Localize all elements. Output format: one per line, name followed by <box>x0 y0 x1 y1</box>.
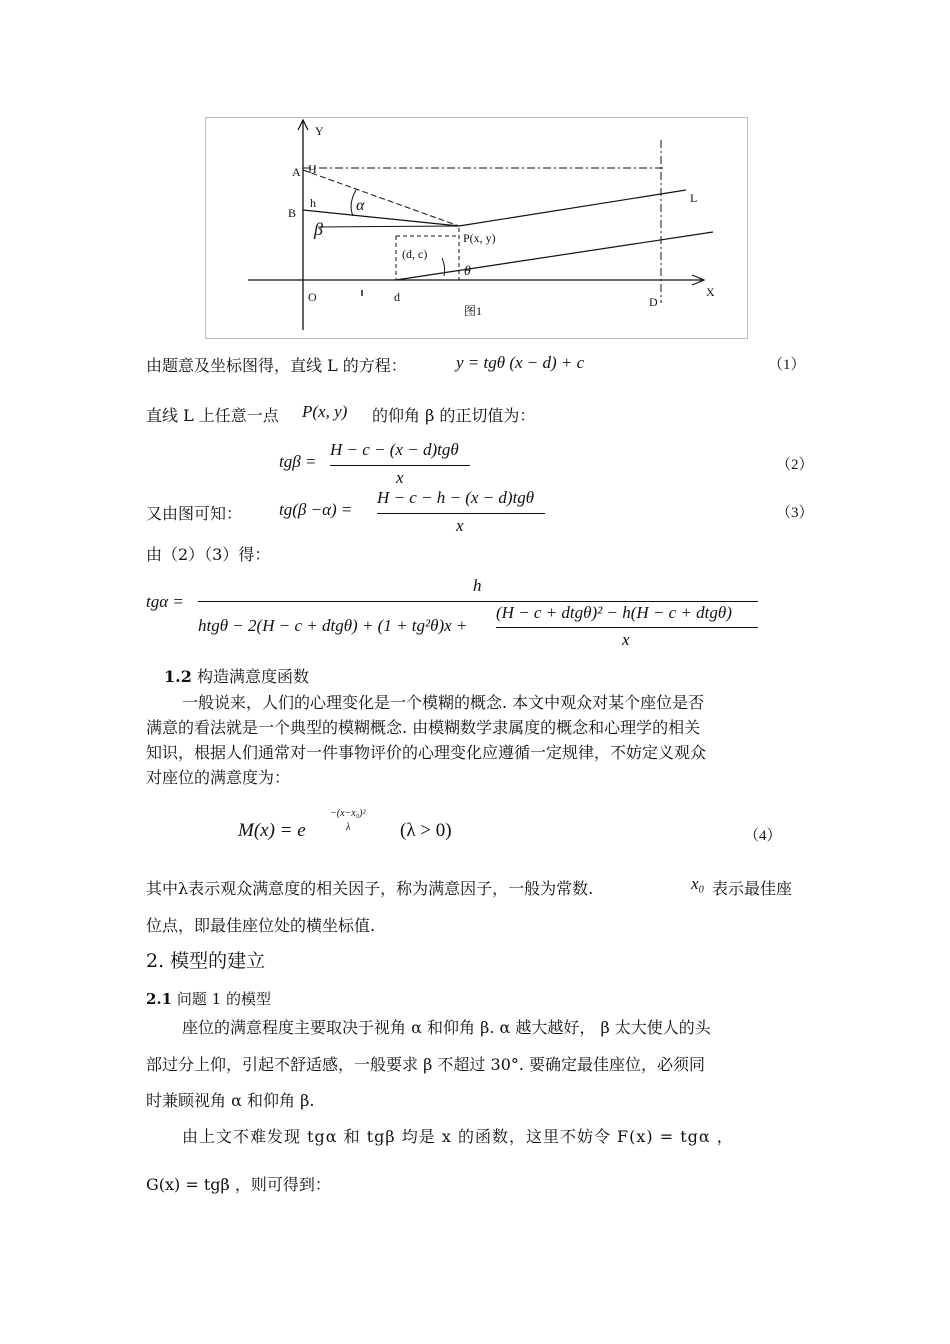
sight-line-b <box>303 210 459 226</box>
eq3-numerator: H − c − h − (x − d)tgθ <box>377 488 535 507</box>
after-eq5-line-1: 其中λ表示观众满意度的相关因子，称为满意因子，一般为常数. <box>146 879 594 898</box>
eq4-inner-denominator: x <box>622 630 630 649</box>
eq4-numerator: h <box>473 576 482 595</box>
label-theta: θ <box>464 264 471 279</box>
horizontal-ref-line <box>318 226 459 227</box>
section-1-2-number: 1.2 <box>164 667 192 686</box>
para-1-2-line-2: 满意的看法就是一个典型的模糊概念. 由模糊数学隶属度的概念和心理学的相关 <box>146 718 701 737</box>
eq2-point: P(x, y) <box>302 402 348 421</box>
label-beta: β <box>314 219 323 239</box>
after-eq5-tail: 表示最佳座 <box>712 879 793 898</box>
eq5-exponent-denominator: λ <box>346 822 351 833</box>
eq5-exponent-numerator: −(x−x₀)² <box>330 808 366 819</box>
base-line <box>396 232 713 280</box>
section-2-1-heading <box>146 988 271 1009</box>
section-1-2-title: 构造满意度函数 <box>196 667 309 686</box>
eq2-number: （2） <box>776 457 814 473</box>
figure-1 <box>205 117 748 339</box>
label-d-upper: D <box>649 295 658 309</box>
after-eq5-line-2: 位点，即最佳座位处的横坐标值. <box>146 916 376 935</box>
label-b: B <box>288 206 297 220</box>
eq3-number: （3） <box>776 505 814 521</box>
eq2-text-post: 的仰角 β 的正切值为： <box>372 406 536 425</box>
eq2-text-pre: 直线 L 上任意一点 <box>146 406 279 425</box>
eq1-number: （1） <box>768 357 806 373</box>
eq4-denominator-a: htgθ − 2(H − c + dtgθ) + (1 + tg²θ)x + <box>198 616 468 635</box>
eq1-text: 由题意及坐标图得，直线 L 的方程： <box>146 356 407 375</box>
eq4-inner-fraction-bar <box>496 627 758 628</box>
eq5-number: （4） <box>744 828 782 844</box>
diagram-svg <box>206 118 747 338</box>
label-a: A <box>292 165 301 179</box>
section-2-1-title: 问题 1 的模型 <box>176 990 271 1008</box>
eq3-fraction-bar <box>377 513 545 514</box>
figure-caption: 图1 <box>464 304 483 318</box>
label-o: O <box>308 290 317 304</box>
eq5-condition: (λ > 0) <box>400 820 452 841</box>
eq3-denominator: x <box>456 516 464 535</box>
para-1-2-line-4: 对座位的满意度为： <box>146 768 291 787</box>
after-eq5-x0: x₀ <box>691 874 705 893</box>
para-2-1-line-1: 座位的满意程度主要取决于视角 α 和仰角 β. α 越大越好， β 太大使人的头 <box>182 1018 711 1037</box>
eq3-lhs: tg(β −α) = <box>279 500 353 519</box>
label-h-lower: h <box>310 196 316 210</box>
section-1-2-heading <box>164 664 309 687</box>
label-x: X <box>706 285 715 299</box>
section-2-1-number: 2.1 <box>146 990 173 1008</box>
label-h-upper: H <box>308 162 317 176</box>
eq4-text: 由（2）（3）得： <box>146 545 271 564</box>
eq2-denominator: x <box>396 468 404 487</box>
eq5-lhs: M(x) = e <box>238 820 306 841</box>
para-2-1-line-3: 时兼顾视角 α 和仰角 β. <box>146 1091 315 1110</box>
line-l <box>459 190 686 226</box>
para-2-1-line-4: 由上文不难发现 tgα 和 tgβ 均是 x 的函数，这里不妨令 F(x) = tgα ， <box>182 1127 734 1146</box>
para-2-1-line-2: 部过分上仰，引起不舒适感，一般要求 β 不超过 30°. 要确定最佳座位，必须同 <box>146 1055 706 1074</box>
label-dc: (d, c) <box>402 247 428 261</box>
label-alpha: α <box>356 197 365 214</box>
label-p: P(x, y) <box>463 231 496 245</box>
eq4-lhs: tgα = <box>146 592 184 611</box>
section-2-heading: 2. 模型的建立 <box>146 950 266 972</box>
label-d: d <box>394 290 400 304</box>
label-y: Y <box>315 124 324 138</box>
eq4-fraction-bar <box>198 601 758 602</box>
para-1-2-line-1: 一般说来，人们的心理变化是一个模糊的概念. 本文中观众对某个座位是否 <box>182 693 705 712</box>
para-2-1-line-5: G(x) = tgβ ，则可得到： <box>146 1175 331 1194</box>
para-1-2-line-3: 知识，根据人们通常对一件事物评价的心理变化应遵循一定规律，不妨定义观众 <box>146 743 707 762</box>
eq2-numerator: H − c − (x − d)tgθ <box>330 440 459 459</box>
eq1-formula: y = tgθ (x − d) + c <box>456 353 585 372</box>
eq4-inner-numerator: (H − c + dtgθ)² − h(H − c + dtgθ) <box>496 603 732 622</box>
eq2-lhs: tgβ = <box>279 452 317 471</box>
eq2-fraction-bar <box>330 465 470 466</box>
label-l: L <box>690 191 698 205</box>
eq3-text: 又由图可知： <box>146 504 243 523</box>
